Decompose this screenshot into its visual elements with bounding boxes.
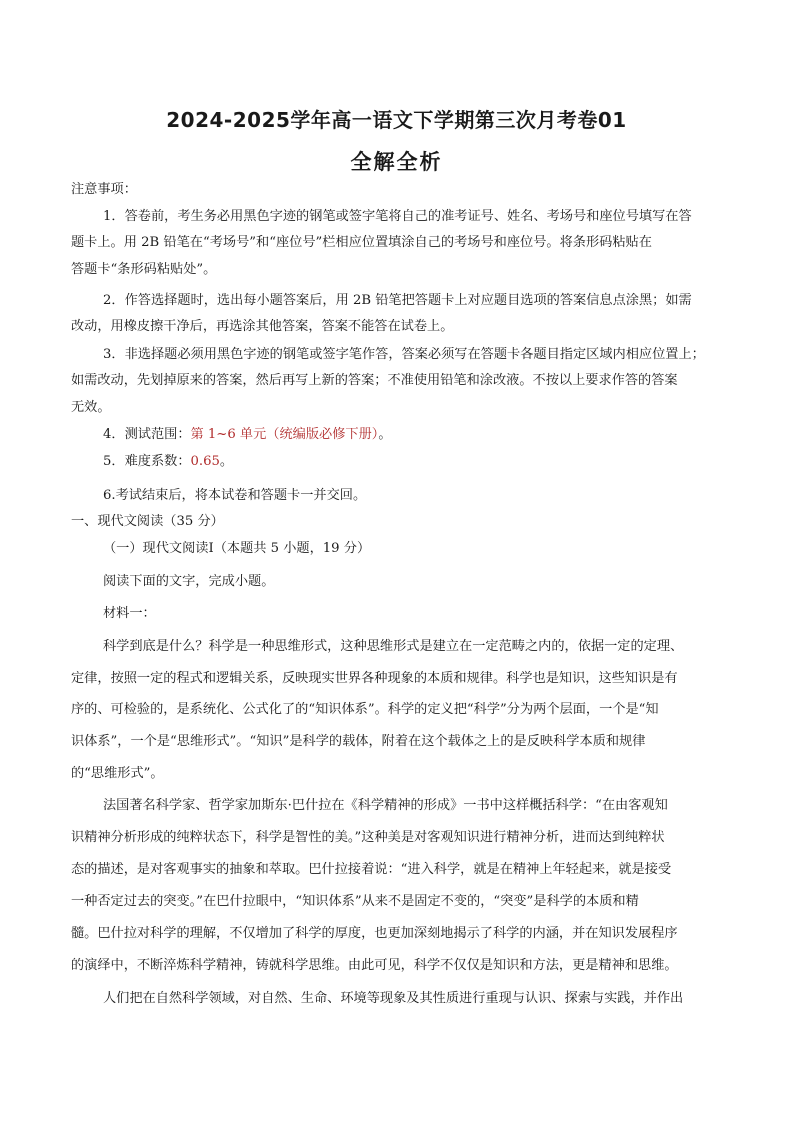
passage-2-line-5: 髓。巴什拉对科学的理解，不仅增加了科学的厚度，也更加深刻地揭示了科学的内涵，并在知识发展程序 (71, 926, 678, 941)
passage-2-line-4: 一种否定过去的突变。”在巴什拉眼中，“知识体系”从来不是固定不变的，“突变”是科学的本质和精 (71, 894, 639, 909)
note-4 (103, 426, 392, 444)
passage-1-line-3: 序的、可检验的，是系统化、公式化了的“知识体系”。科学的定义把“科学”分为两个层面，一个是“知 (71, 702, 659, 717)
note-5-tail: 。 (219, 454, 234, 469)
notes-heading: 注意事项： (71, 182, 137, 197)
note-2-line-2: 改动，用橡皮擦干净后，再选涂其他答案，答案不能答在试卷上。 (71, 319, 454, 334)
note-1-line-3: 答题卡“条形码粘贴处”。 (71, 262, 217, 277)
passage-1-line-2: 定律，按照一定的程式和逻辑关系，反映现实世界各种现象的本质和规律。科学也是知识，这些知识是有 (71, 671, 678, 686)
passage-2-line-6: 的演绎中，不断淬炼科学精神，铸就科学思维。由此可见，科学不仅仅是知识和方法，更是精神和思维。 (71, 958, 678, 973)
passage-1-line-4: 识体系”，一个是“思维形式”。“知识”是科学的载体，附着在这个载体之上的是反映科学本质和规律 (71, 734, 646, 749)
note-6: 6.考试结束后，将本试卷和答题卡一并交回。 (103, 488, 367, 503)
note-3-line-3: 无效。 (71, 400, 111, 415)
passage-2-line-1: 法国著名科学家、哲学家加斯东·巴什拉在《科学精神的形成》一书中这样概括科学：“在由客观知 (103, 798, 668, 813)
page-subtitle: 全解全析 (350, 150, 443, 174)
note-4-tail: 。 (378, 427, 392, 442)
difficulty-value: 0.65 (190, 454, 220, 469)
note-2-line-1: 2．作答选择题时，选出每小题答案后，用 2B 铅笔把答题卡上对应题目选项的答案信息点涂黑；如需 (103, 293, 692, 308)
note-3-line-1: 3．非选择题必须用黑色字迹的钢笔或签字笔作答，答案必须写在答题卡各题目指定区域内相应位置上； (103, 347, 705, 362)
passage-3-line-1: 人们把在自然科学领域，对自然、生命、环境等现象及其性质进行重现与认识、探索与实践，并作出 (103, 991, 684, 1006)
material-label: 材料一： (103, 606, 156, 621)
passage-2-line-2: 识精神分析形成的纯粹状态下，科学是智性的美。”这种美是对客观知识进行精神分析，进而达到纯粹状 (71, 830, 665, 845)
note-1-line-1: 1．答卷前，考生务必用黑色字迹的钢笔或签字笔将自己的准考证号、姓名、考场号和座位号填写在答 (103, 209, 692, 224)
note-5 (103, 453, 233, 471)
note-5-label: 5．难度系数： (103, 454, 191, 469)
passage-1-line-1: 科学到底是什么？科学是一种思维形式，这种思维形式是建立在一定范畴之内的，依据一定的定理、 (103, 639, 684, 654)
reading-instruction: 阅读下面的文字，完成小题。 (103, 574, 275, 589)
passage-2-line-3: 态的描述，是对客观事实的抽象和萃取。巴什拉接着说：“进入科学，就是在精神上年轻起来，就是接受 (71, 862, 672, 877)
section-sub-heading: （一）现代文阅读Ⅰ（本题共 5 小题，19 分） (103, 541, 371, 556)
test-scope-value: 第 1~6 单元（统编版必修下册） (190, 427, 379, 442)
note-1-line-2: 题卡上。用 2B 铅笔在“考场号”和“座位号”栏相应位置填涂自己的考场号和座位号。将条形码粘贴在 (71, 235, 652, 250)
passage-1-line-5: 的“思维形式”。 (71, 766, 164, 781)
section-heading: 一、现代文阅读（35 分） (71, 514, 224, 529)
page-title: 2024-2025学年高一语文下学期第三次月考卷01 (166, 108, 627, 132)
note-3-line-2: 如需改动，先划掉原来的答案，然后再写上新的答案；不准使用铅笔和涂改液。不按以上要求作答的答案 (71, 373, 678, 388)
note-4-label: 4．测试范围： (103, 427, 191, 442)
